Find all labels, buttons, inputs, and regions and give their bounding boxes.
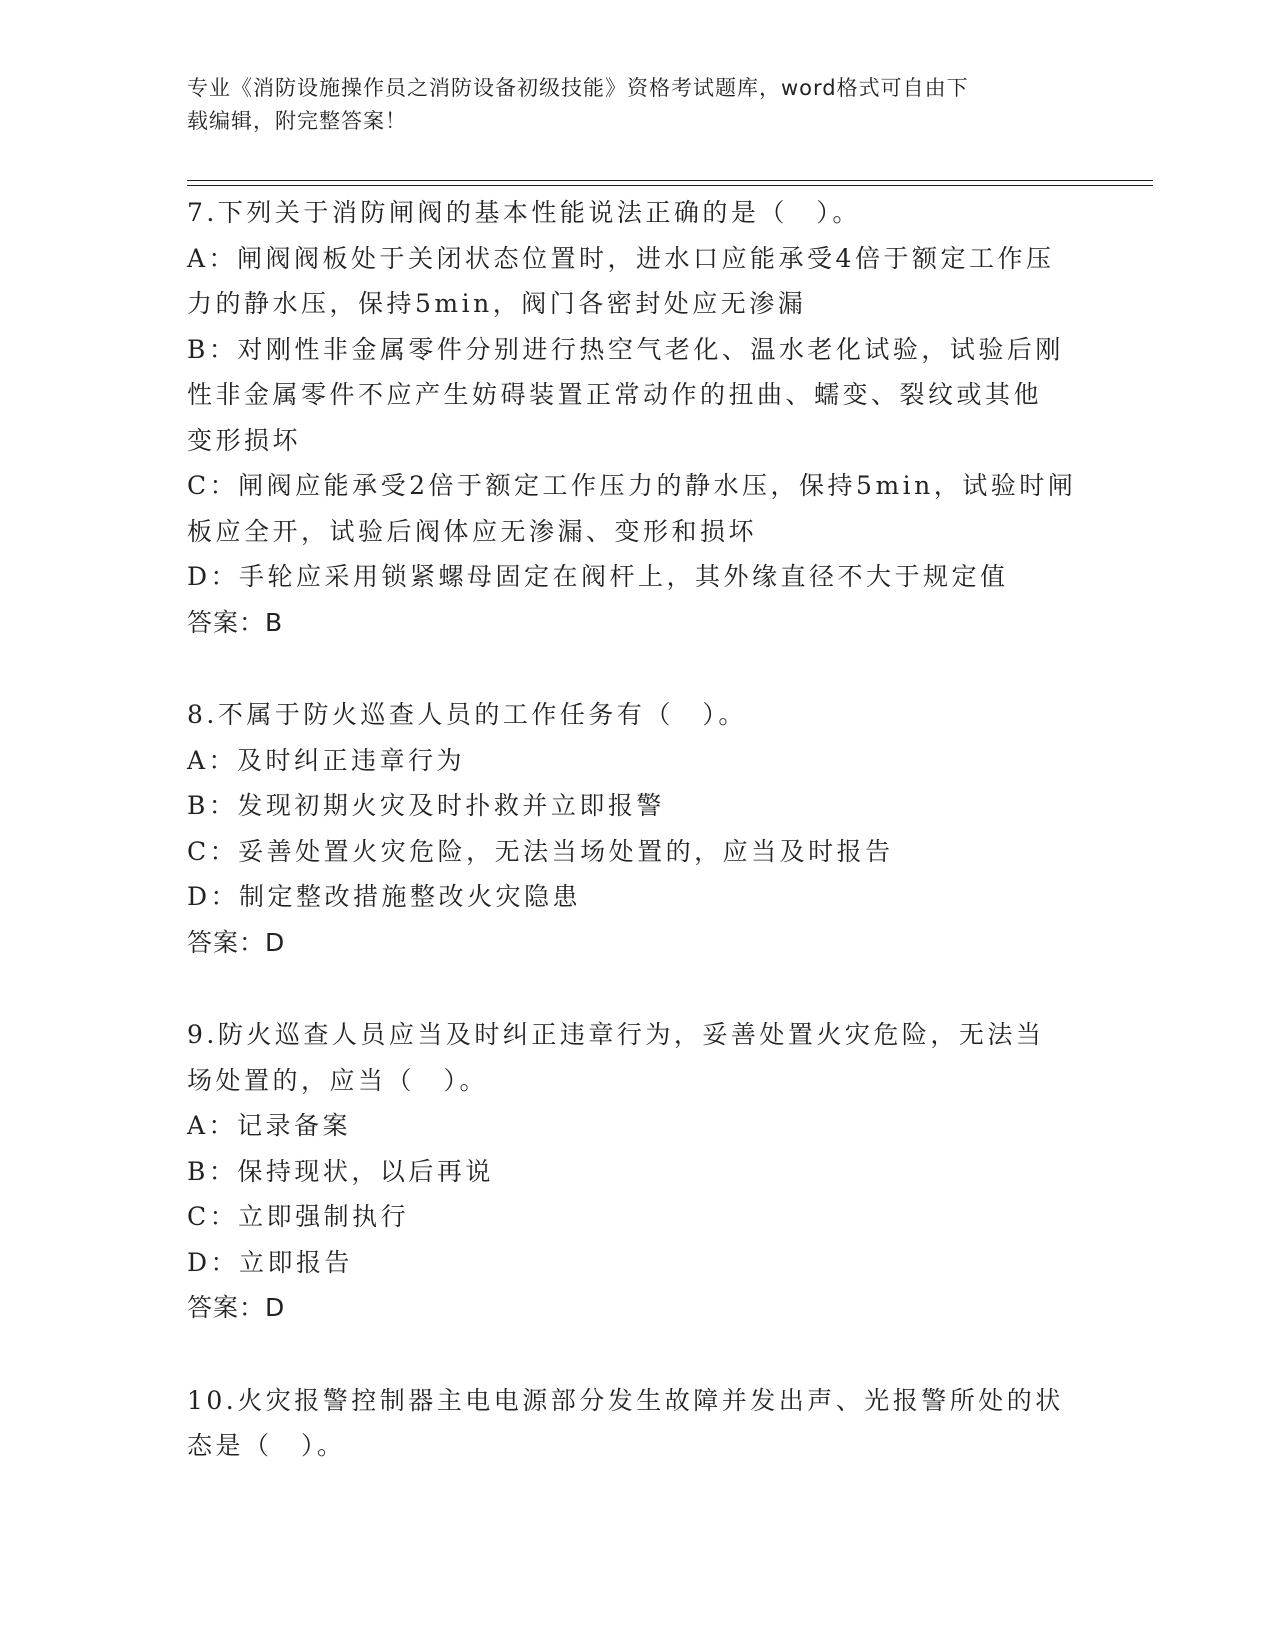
- option-b: B：对刚性非金属零件分别进行热空气老化、温水老化试验，试验后刚: [187, 334, 1064, 364]
- option-c-cont: 板应全开，试验后阀体应无渗漏、变形和损坏: [187, 516, 758, 546]
- question-stem: 10.火灾报警控制器主电电源部分发生故障并发出声、光报警所处的状: [187, 1385, 1064, 1415]
- header-rule-bottom: [187, 185, 1153, 186]
- option-d: D：制定整改措施整改火灾隐患: [187, 882, 582, 911]
- question-7: [187, 190, 1087, 645]
- option-a: A：闸阀阀板处于关闭状态位置时，进水口应能承受4倍于额定工作压: [187, 243, 1055, 273]
- document-header: [187, 72, 1067, 138]
- option-a: A：记录备案: [187, 1111, 352, 1140]
- answer: 答案：B: [187, 607, 284, 637]
- question-stem: 9.防火巡查人员应当及时纠正违章行为，妥善处置火灾危险，无法当: [187, 1020, 1045, 1049]
- question-stem-cont: 态是（ ）。: [187, 1431, 346, 1460]
- option-b-cont: 性非金属零件不应产生妨碍装置正常动作的扭曲、蠕变、裂纹或其他: [187, 380, 1043, 409]
- question-9: [187, 1012, 1087, 1331]
- question-10: [187, 1378, 1087, 1469]
- option-c: C：立即强制执行: [187, 1202, 410, 1231]
- answer: 答案：D: [187, 927, 286, 957]
- option-b-cont: 变形损坏: [187, 425, 302, 455]
- option-c: C：闸阀应能承受2倍于额定工作压力的静水压，保持5min，试验时闸: [187, 471, 1077, 500]
- question-stem: 7.下列关于消防闸阀的基本性能说法正确的是（ ）。: [187, 198, 861, 227]
- option-a-cont: 力的静水压，保持5min，阀门各密封处应无渗漏: [187, 289, 807, 318]
- header-line-2: 载编辑，附完整答案！: [187, 109, 407, 133]
- question-list: [187, 190, 1087, 1469]
- question-stem-cont: 场处置的，应当（ ）。: [187, 1065, 489, 1095]
- question-stem: 8.不属于防火巡查人员的工作任务有（ ）。: [187, 700, 747, 729]
- option-c: C：妥善处置火灾危险，无法当场处置的，应当及时报告: [187, 836, 894, 866]
- answer: 答案：D: [187, 1293, 286, 1322]
- question-8: [187, 692, 1087, 965]
- header-rule-top: [187, 180, 1153, 181]
- option-b: B：发现初期火灾及时扑救并立即报警: [187, 791, 665, 820]
- header-line-1: 专业《消防设施操作员之消防设备初级技能》资格考试题库，word格式可自由下: [187, 76, 969, 100]
- option-b: B：保持现状，以后再说: [187, 1156, 494, 1186]
- option-d: D：立即报告: [187, 1247, 354, 1277]
- option-a: A：及时纠正违章行为: [187, 745, 466, 775]
- option-d: D：手轮应采用锁紧螺母固定在阀杆上，其外缘直径不大于规定值: [187, 562, 1009, 591]
